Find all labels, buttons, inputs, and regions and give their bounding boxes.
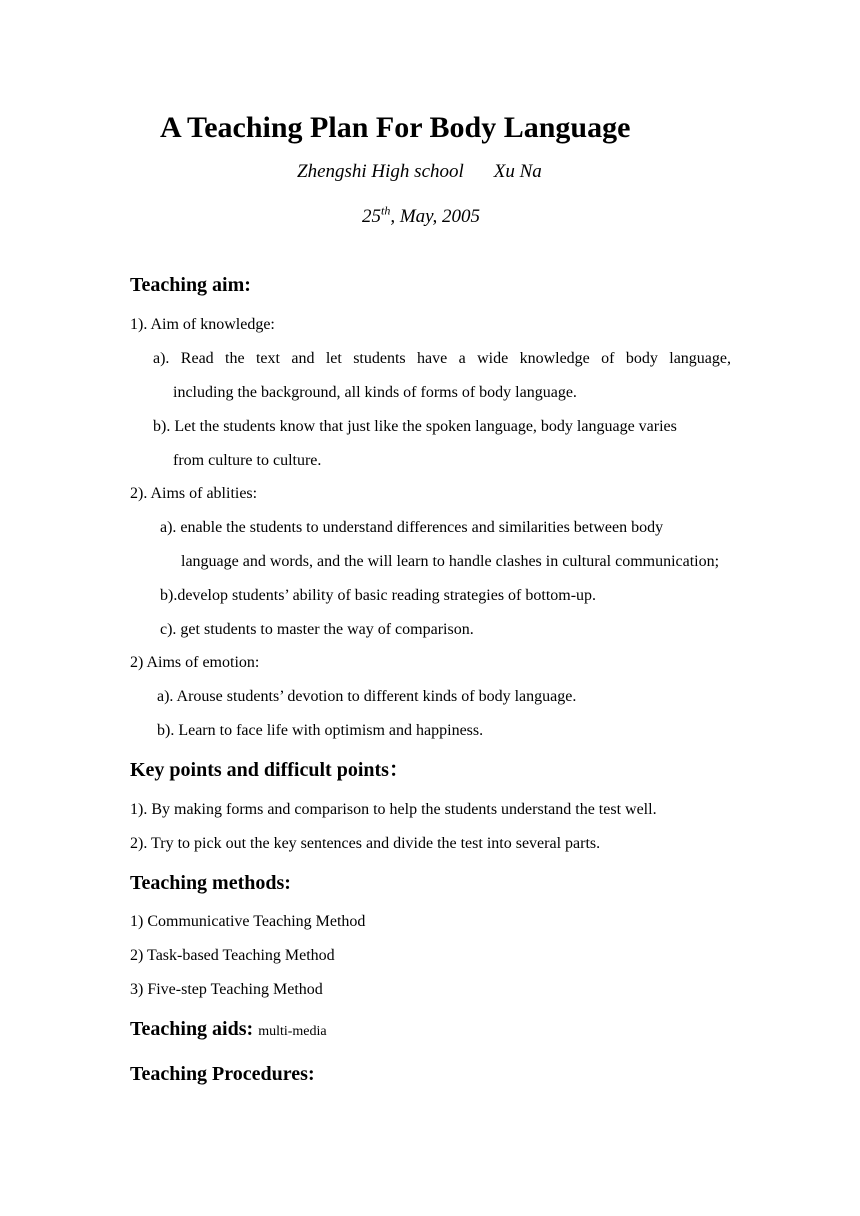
section-heading-teaching-procedures: Teaching Procedures: — [130, 1063, 315, 1085]
aim-emotion-b: b). Learn to face life with optimism and happiness. — [157, 722, 484, 739]
byline — [297, 159, 542, 185]
key-point-1: 1). By making forms and comparison to help the students understand the test well. — [130, 801, 657, 818]
aim-abilities-a-line1: a). enable the students to understand differences and similarities between body — [160, 519, 664, 536]
school-name: Zhengshi High school — [297, 161, 464, 182]
document-title: A Teaching Plan For Body Language — [160, 111, 631, 144]
aim-knowledge-b-line1: b). Let the students know that just like the spoken language, body language varies — [153, 418, 677, 435]
date-day: 25 — [362, 206, 381, 227]
aim-emotion-title: 2) Aims of emotion: — [130, 654, 260, 671]
author-name: Xu Na — [493, 161, 542, 182]
aim-abilities-a-line2: language and words, and the will learn to handle clashes in cultural communication; — [181, 553, 720, 570]
teaching-aids-label: Teaching aids: — [130, 1018, 254, 1040]
date-ordinal: th — [381, 203, 391, 218]
date-rest: , May, 2005 — [390, 206, 481, 227]
method-3: 3) Five-step Teaching Method — [130, 981, 323, 998]
aim-emotion-a: a). Arouse students’ devotion to different kinds of body language. — [157, 688, 577, 705]
section-heading-teaching-aim: Teaching aim: — [130, 274, 251, 296]
aim-abilities-b: b).develop students’ ability of basic reading strategies of bottom-up. — [160, 587, 597, 604]
aim-abilities-c: c). get students to master the way of comparison. — [160, 621, 474, 638]
section-heading-teaching-aids — [130, 1015, 327, 1046]
document-date — [362, 204, 480, 230]
section-heading-key-points: Key points and difficult points： — [130, 759, 409, 781]
aim-knowledge-title: 1). Aim of knowledge: — [130, 316, 275, 333]
aim-knowledge-a-line1: a). Read the text and let students have a wide knowledge of body language, — [153, 350, 731, 367]
aim-knowledge-b-line2: from culture to culture. — [173, 452, 322, 469]
section-heading-teaching-methods: Teaching methods: — [130, 872, 291, 894]
aim-abilities-title: 2). Aims of ablities: — [130, 485, 258, 502]
method-1: 1) Communicative Teaching Method — [130, 913, 366, 930]
method-2: 2) Task-based Teaching Method — [130, 947, 335, 964]
teaching-aids-value: multi-media — [258, 1024, 327, 1039]
aim-knowledge-a-line2: including the background, all kinds of forms of body language. — [173, 384, 577, 401]
key-point-2: 2). Try to pick out the key sentences and divide the test into several parts. — [130, 835, 601, 852]
